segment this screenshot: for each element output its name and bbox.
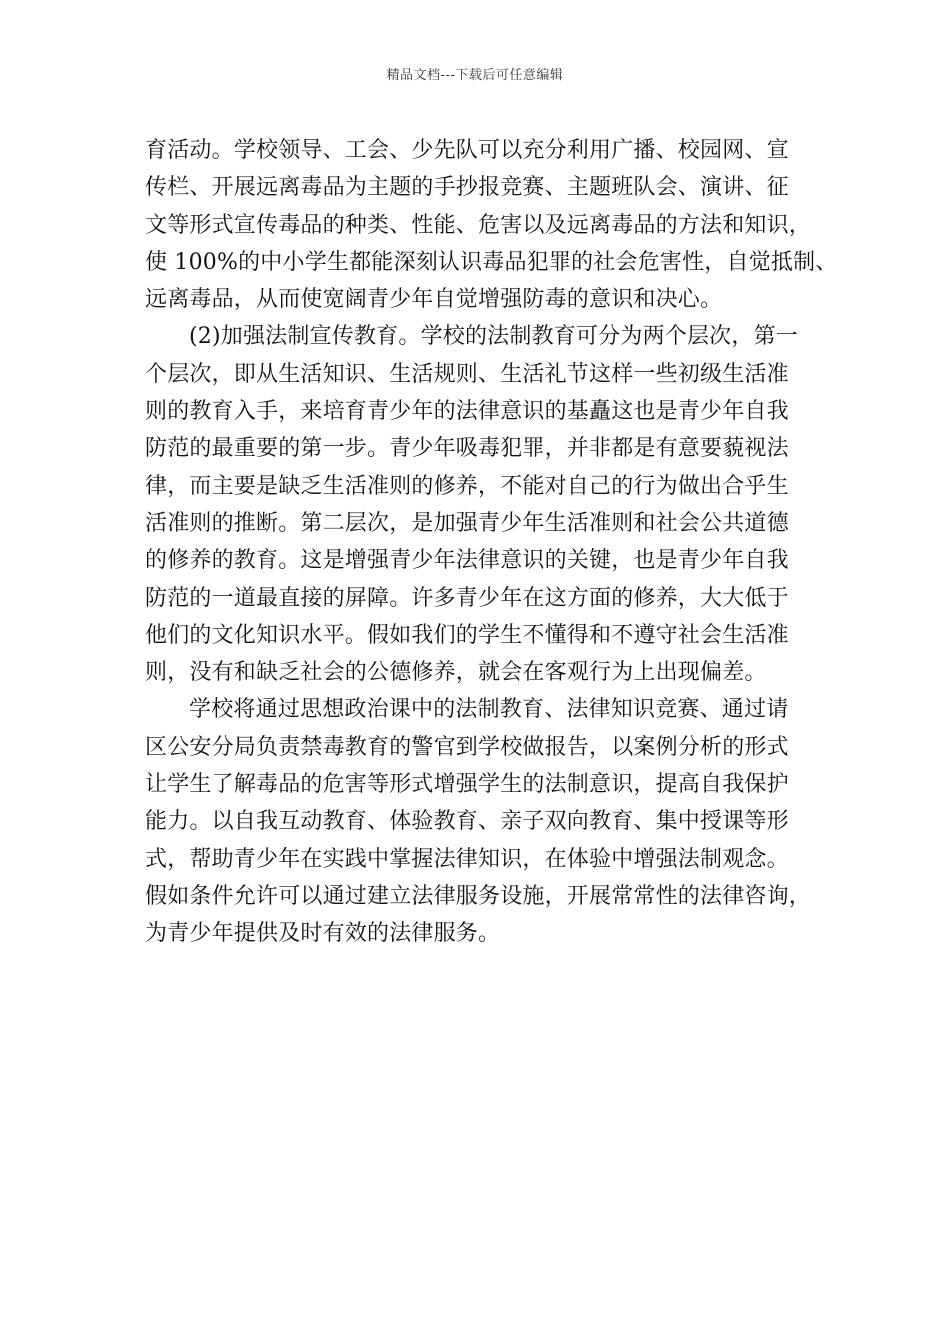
text-line: 假如条件允许可以通过建立法律服务设施，开展常常性的法律咨询， (145, 883, 812, 909)
text-line: 育活动。学校领导、工会、少先队可以充分利用广播、校园网、宣 (145, 138, 789, 163)
text-line: 活准则的推断。第二层次，是加强青少年生活准则和社会公共道德 (145, 510, 789, 536)
text-line: 则，没有和缺乏社会的公德修养，就会在客观行为上出现偏差。 (145, 660, 767, 686)
text-line: 的修养的教育。这是增强青少年法律意识的关键，也是青少年自我 (145, 548, 789, 574)
text-line: 传栏、开展远离毒品为主题的手抄报竞赛、主题班队会、演讲、征 (145, 175, 789, 201)
text-line: 防范的最重要的第一步。青少年吸毒犯罪，并非都是有意要藐视法 (145, 436, 789, 462)
text-line: 区公安分局负责禁毒教育的警官到学校做报告，以案例分析的形式 (145, 734, 789, 760)
text-line: 律，而主要是缺乏生活准则的修养，不能对自己的行为做出合乎生 (145, 473, 789, 499)
text-line: 学校将通过思想政治课中的法制教育、法律知识竞赛、通过请 (189, 697, 789, 723)
text-line: 式，帮助青少年在实践中掌握法律知识，在体验中增强法制观念。 (145, 846, 789, 872)
page-header: 精品文档---下载后可任意编辑 (386, 68, 564, 83)
paragraph-3 (145, 691, 825, 952)
text-line: 则的教育入手，来培育青少年的法律意识的基矗这也是青少年自我 (145, 399, 789, 425)
text-line: 为青少年提供及时有效的法律服务。 (145, 921, 501, 947)
text-line: 远离毒品，从而使宽阔青少年自觉增强防毒的意识和决心。 (145, 287, 723, 313)
paragraph-2 (145, 318, 825, 691)
text-line: 能力。以自我互动教育、体验教育、亲子双向教育、集中授课等形 (145, 809, 789, 835)
text-line: 防范的一道最直接的屏障。许多青少年在这方面的修养，大大低于 (145, 585, 789, 611)
paragraph-1 (145, 132, 838, 318)
text-line: 他们的文化知识水平。假如我们的学生不懂得和不遵守社会生活准 (145, 622, 789, 648)
text-line: (2)加强法制宣传教育。学校的法制教育可分为两个层次，第一 (189, 324, 798, 350)
text-line: 文等形式宣传毒品的种类、性能、危害以及远离毒品的方法和知识， (145, 212, 812, 238)
text-line: 使 100%的中小学生都能深刻认识毒品犯罪的社会危害性，自觉抵制、 (145, 249, 838, 275)
text-line: 让学生了解毒品的危害等形式增强学生的法制意识，提高自我保护 (145, 772, 789, 798)
document-body (145, 132, 838, 953)
text-line: 个层次，即从生活知识、生活规则、生活礼节这样一些初级生活准 (145, 361, 789, 387)
